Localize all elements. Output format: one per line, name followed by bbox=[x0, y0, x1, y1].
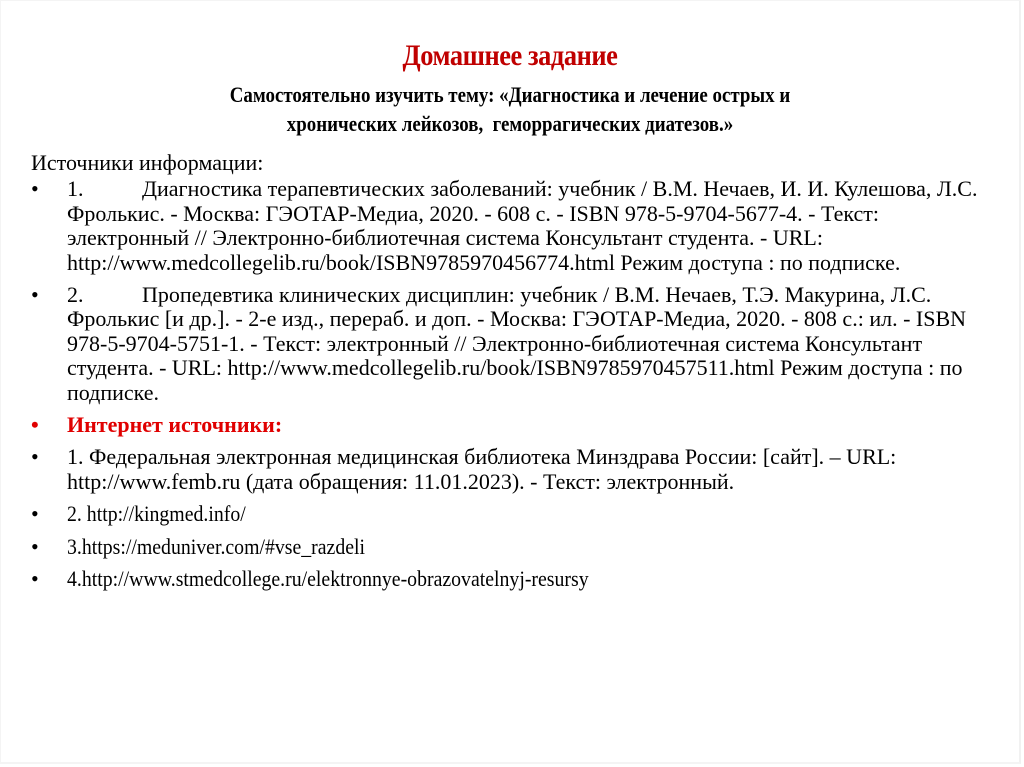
internet-source-item-4 bbox=[31, 567, 981, 591]
reference-text: Пропедевтика клинических дисциплин: учебник / В.М. Нечаев, Т.Э. Макурина, Л.С. Фролькис [и др.]. - 2-е изд., перераб. и доп. - Москва: ГЭОТАР-Медиа, 2020. - 808 с.: ил. - ISBN 978-5-9704-5751-1. - Текст: электронный // Электронно-библиотечная система Консультант студента. - URL: http://www.medcollegelib.ru/book/ISBN9785970457511.html Режим доступа : по подписке. bbox=[67, 282, 967, 405]
internet-source-item-1 bbox=[31, 445, 981, 494]
reference-item-2 bbox=[31, 283, 981, 405]
subtitle-line-1: Самостоятельно изучить тему: «Диагностика и лечение острых и bbox=[229, 82, 791, 107]
internet-source-link[interactable]: 3.https://meduniver.com/#vse_razdeli bbox=[67, 533, 366, 559]
slide-content bbox=[31, 151, 981, 600]
bullet-icon: • bbox=[31, 444, 39, 470]
internet-heading-item bbox=[31, 413, 981, 437]
internet-source-text: 1. Федеральная электронная медицинская библиотека Минздрава России: [сайт]. – URL: http://www.femb.ru (дата обращения: 11.01.2023). - Текст: электронный. bbox=[67, 444, 897, 494]
slide-subtitle bbox=[72, 80, 947, 138]
reference-item-1 bbox=[31, 177, 981, 275]
internet-source-item-2 bbox=[31, 502, 981, 526]
reference-number: 2. bbox=[67, 282, 84, 308]
reference-text: Диагностика терапевтических заболеваний: учебник / В.М. Нечаев, И. И. Кулешова, Л.С. Фролькис. - Москва: ГЭОТАР-Медиа, 2020. - 608 с. - ISBN 978-5-9704-5677-4. - Текст: электронный // Электронно-библиотечная система Консультант студента. - URL: http://www.medcollegelib.ru/book/ISBN9785970456774.html Режим доступа : по подписке. bbox=[67, 176, 978, 275]
bullet-icon: • bbox=[31, 412, 39, 438]
internet-source-link[interactable]: 4.http://www.stmedcollege.ru/elektronnye-obrazovatelnyj-resursy bbox=[67, 566, 589, 592]
internet-sources-heading: Интернет источники: bbox=[67, 412, 283, 438]
slide-title: Домашнее задание bbox=[402, 39, 618, 72]
subtitle-line-2: хронических лейкозов, геморрагических диатезов.» bbox=[286, 111, 734, 136]
sources-heading: Источники информации: bbox=[31, 150, 264, 175]
reference-number: 1. bbox=[67, 176, 84, 202]
bullet-icon: • bbox=[31, 501, 39, 527]
internet-source-link[interactable]: 2. http://kingmed.info/ bbox=[67, 501, 246, 527]
references-list bbox=[31, 177, 981, 591]
bullet-icon: • bbox=[31, 282, 39, 308]
bullet-icon: • bbox=[31, 566, 39, 592]
internet-source-item-3 bbox=[31, 535, 981, 559]
bullet-icon: • bbox=[31, 176, 39, 202]
bullet-icon: • bbox=[31, 533, 39, 559]
